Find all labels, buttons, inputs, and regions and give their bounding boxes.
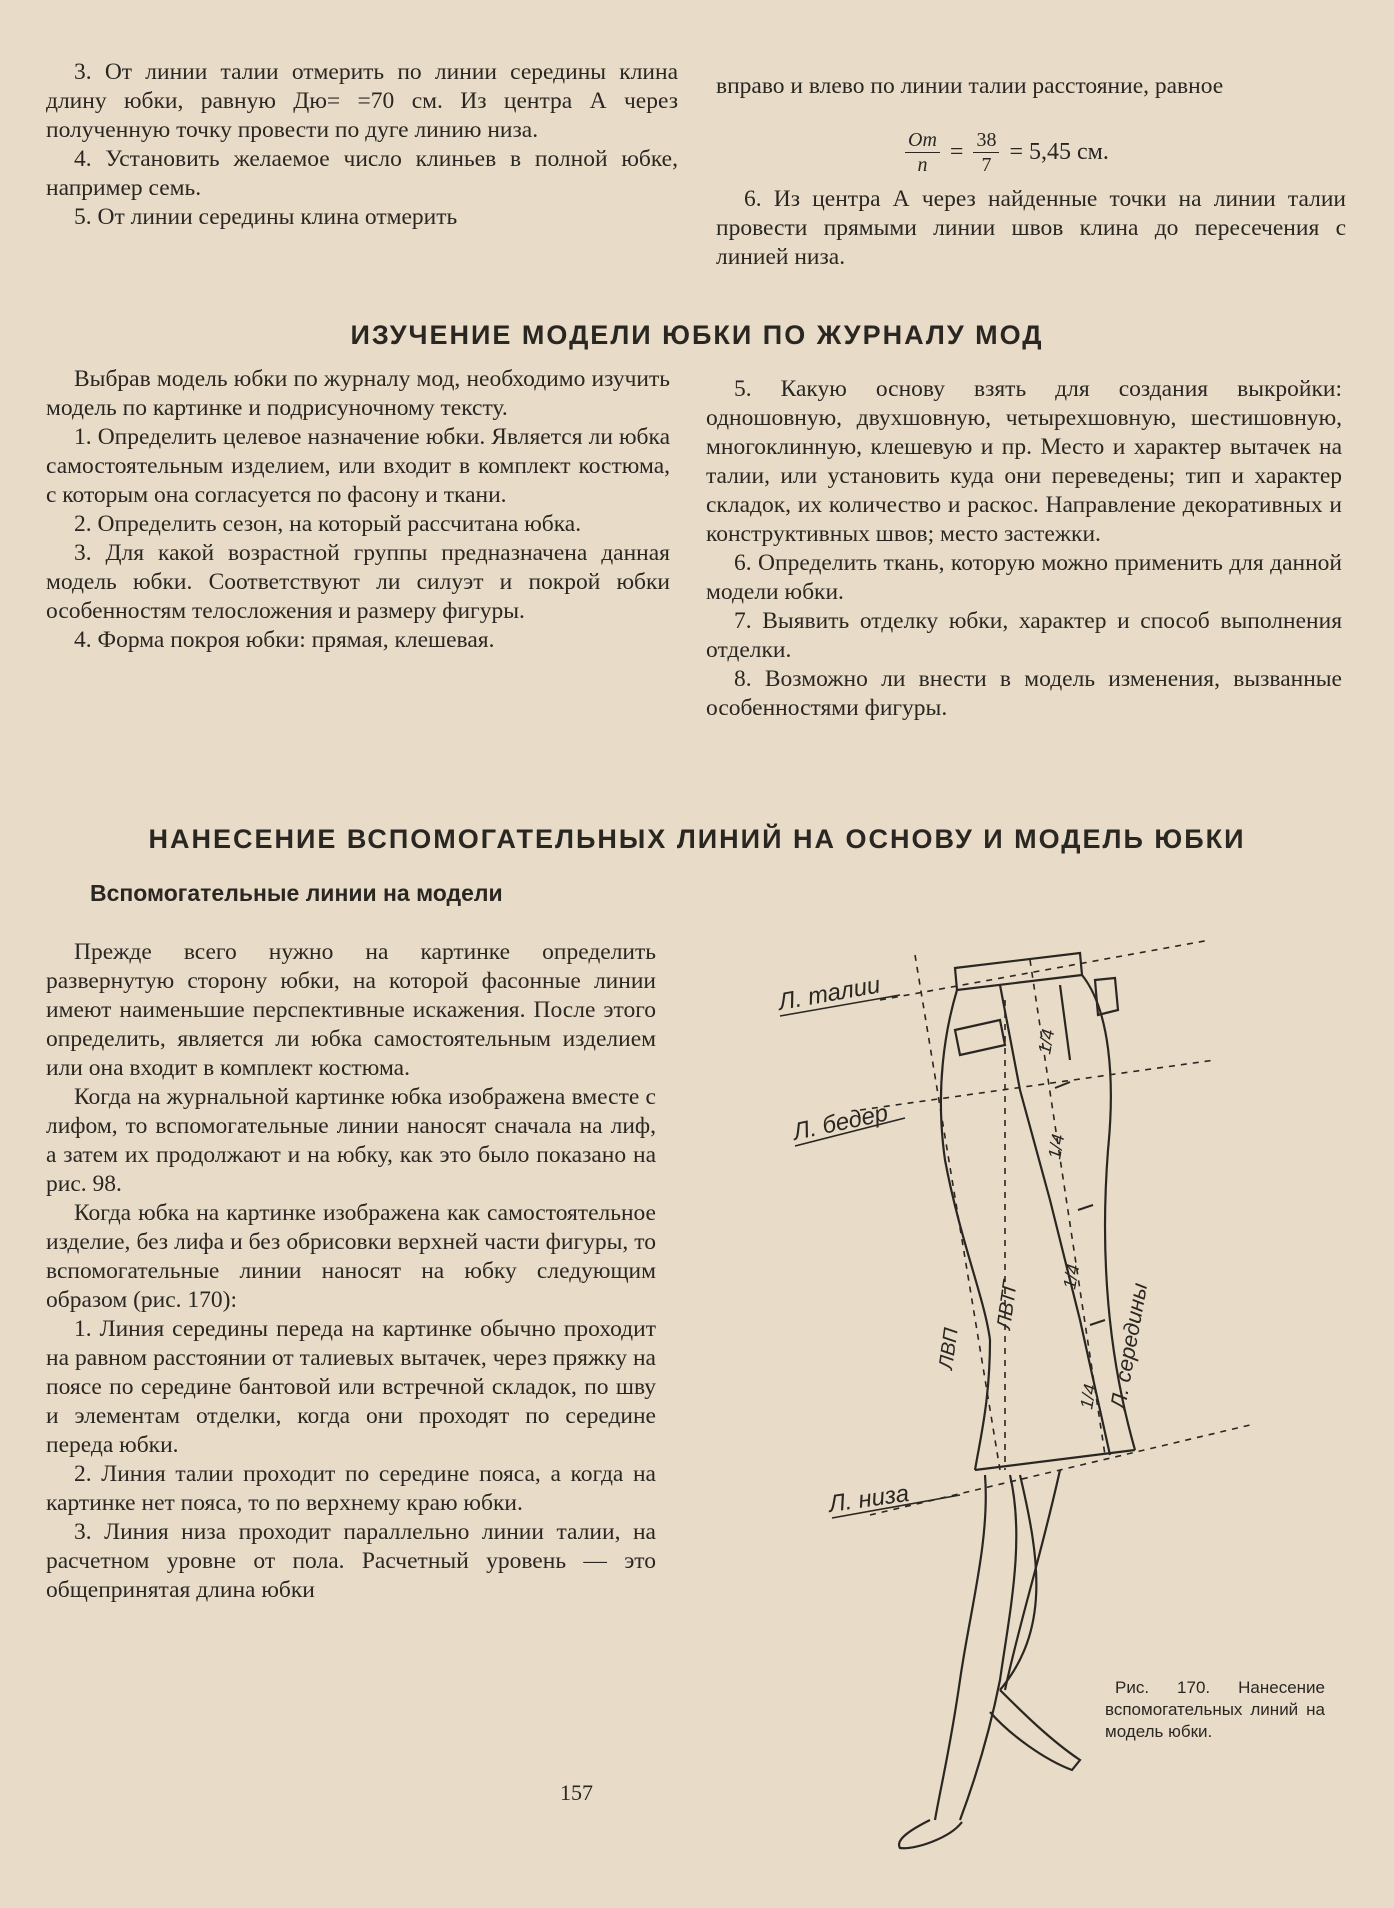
- paragraph: 3. От линии талии отмерить по линии середины клина длину юбки, равную Дю= =70 см. Из центра А через полученную точку провести по дуге линию низа.: [46, 59, 678, 143]
- section2-text-column: [46, 938, 656, 1605]
- section1-right-column: [706, 375, 1342, 723]
- label-hem: Л. низа: [827, 1479, 911, 1518]
- equals-sign: =: [949, 139, 964, 165]
- label-underline: [780, 995, 900, 1016]
- formula: [905, 128, 1109, 177]
- vertical-line-lvp: [915, 955, 1000, 1470]
- waistband: [955, 953, 1082, 990]
- top-right-column: [716, 72, 1346, 101]
- center-aux-line: [1030, 960, 1105, 1455]
- tick: [1090, 1320, 1105, 1325]
- formula-result: = 5,45 см.: [1009, 139, 1109, 165]
- subsection-title: Вспомогательные линии на модели: [90, 880, 503, 906]
- dart-line: [1060, 985, 1070, 1060]
- paragraph: 2. Определить сезон, на который рассчитана юбка.: [74, 511, 582, 537]
- caption-text: Рис. 170. Нанесение вспомогательных линий на модель юбки.: [1105, 1678, 1325, 1741]
- paragraph: 5. От линии середины клина отмерить: [74, 204, 458, 230]
- label-quarter: 1/4: [1044, 1132, 1069, 1161]
- center-seam: [1000, 985, 1110, 1455]
- label-underline: [795, 1118, 905, 1146]
- waist-line: [880, 940, 1210, 1000]
- label-quarter: 1/4: [1076, 1382, 1101, 1411]
- skirt-right-outline: [1082, 975, 1135, 1450]
- paragraph: 1. Линия середины переда на картинке обычно проходит на равном расстоянии от талиевых вытачек, через пряжку на поясе по середине бантовой или встречной складок, по шву и элементам отделки, когда они проходят по середине переда юбки.: [46, 1316, 656, 1458]
- label-lvp: ЛВП: [935, 1326, 963, 1371]
- section-title: ИЗУЧЕНИЕ МОДЕЛИ ЮБКИ ПО ЖУРНАЛУ МОД: [350, 320, 1044, 350]
- paragraph: 8. Возможно ли внести в модель изменения, вызванные особенностями фигуры.: [706, 666, 1342, 721]
- fraction-numerator: От: [905, 128, 940, 153]
- paragraph: 6. Из центра А через найденные точки на линии талии провести прямыми линии швов клина до пересечения с линией низа.: [716, 186, 1346, 270]
- paragraph: вправо и влево по линии талии расстояние, равное: [716, 73, 1224, 99]
- label-quarter: 1/4: [1034, 1027, 1059, 1056]
- tick: [1055, 1082, 1070, 1088]
- label-quarter: 1/4: [1059, 1262, 1084, 1291]
- paragraph: Прежде всего нужно на картинке определить развернутую сторону юбки, на которой фасонные линии имеют наименьшие перспективные искажения. После этого определить, является ли юбка самостоятельным изделием или она входит в комплект костюма.: [46, 939, 656, 1081]
- skirt-left-outline: [941, 990, 990, 1470]
- pocket-right: [1095, 978, 1118, 1015]
- left-leg: [935, 1475, 986, 1820]
- paragraph: 5. Какую основу взять для создания выкройки: одношовную, двухшовную, четырехшовную, шестишовную, многоклинную, клешевую и пр. Место и характер вытачек на талии, или установить куда они переведены; тип и характер складок, их количество и раскос. Направление декоративных и конструктивных швов; место застежки.: [706, 376, 1342, 547]
- figure-caption: [1105, 1677, 1325, 1743]
- label-waist: Л. талии: [776, 971, 883, 1016]
- paragraph: Когда юбка на картинке изображена как самостоятельное изделие, без лифа и без обрисовки верхней части фигуры, то вспомогательные линии наносят на юбку следующим образом (рис. 170):: [46, 1200, 656, 1313]
- label-hips: Л. бедер: [790, 1099, 891, 1146]
- paragraph: 3. Для какой возрастной группы предназначена данная модель юбки. Соответствуют ли силуэт и покрой юбки особенностям телосложения и размеру фигуры.: [46, 540, 670, 624]
- skirt-hem: [975, 1450, 1135, 1470]
- paragraph: 6. Определить ткань, которую можно применить для данной модели юбки.: [706, 550, 1342, 605]
- section-title: НАНЕСЕНИЕ ВСПОМОГАТЕЛЬНЫХ ЛИНИЙ НА ОСНОВУ И МОДЕЛЬ ЮБКИ: [148, 824, 1246, 854]
- tick: [1078, 1205, 1093, 1210]
- paragraph: Выбрав модель юбки по журналу мод, необходимо изучить модель по картинке и подрисуночному тексту.: [46, 366, 670, 421]
- fraction-denominator: n: [917, 154, 928, 176]
- section1-left-column: [46, 365, 670, 655]
- pocket-left: [955, 1020, 1005, 1055]
- top-right-column-continued: [716, 185, 1346, 272]
- label-center: Л. середины: [1105, 1280, 1153, 1411]
- paragraph: 7. Выявить отделку юбки, характер и способ выполнения отделки.: [706, 608, 1342, 663]
- left-shoe: [899, 1820, 962, 1848]
- label-underline: [832, 1495, 960, 1518]
- fraction-denominator: 7: [981, 154, 992, 176]
- fraction: [905, 128, 940, 177]
- paragraph: 3. Линия низа проходит параллельно линии талии, на расчетном уровне от пола. Расчетный уровень — это общепринятая длина юбки: [46, 1519, 656, 1603]
- paragraph: 2. Линия талии проходит по середине пояса, а когда на картинке нет пояса, то по верхнему краю юбки.: [46, 1461, 656, 1516]
- top-left-column: [46, 58, 678, 232]
- fraction-numerator: 38: [973, 128, 999, 153]
- paragraph: 1. Определить целевое назначение юбки. Является ли юбка самостоятельным изделием, или входит в комплект костюма, с которым она согласуется по фасону и ткани.: [46, 424, 670, 508]
- right-leg-inner: [1005, 1470, 1060, 1690]
- right-shoe: [990, 1690, 1080, 1770]
- label-lvtg: ЛВТГ: [993, 1279, 1022, 1331]
- paragraph: Когда на журнальной картинке юбка изображена вместе с лифом, то вспомогательные линии наносят сначала на лиф, а затем их продолжают и на юбку, как это было показано на рис. 98.: [46, 1084, 656, 1197]
- hem-line: [870, 1425, 1250, 1515]
- fraction: [973, 128, 999, 177]
- hips-line: [860, 1060, 1215, 1110]
- paragraph: 4. Форма покроя юбки: прямая, клешевая.: [74, 627, 495, 653]
- left-leg-inner: [960, 1475, 1016, 1820]
- paragraph: 4. Установить желаемое число клиньев в полной юбке, например семь.: [46, 146, 678, 201]
- page-number: 157: [560, 1780, 593, 1805]
- right-leg: [1000, 1475, 1036, 1690]
